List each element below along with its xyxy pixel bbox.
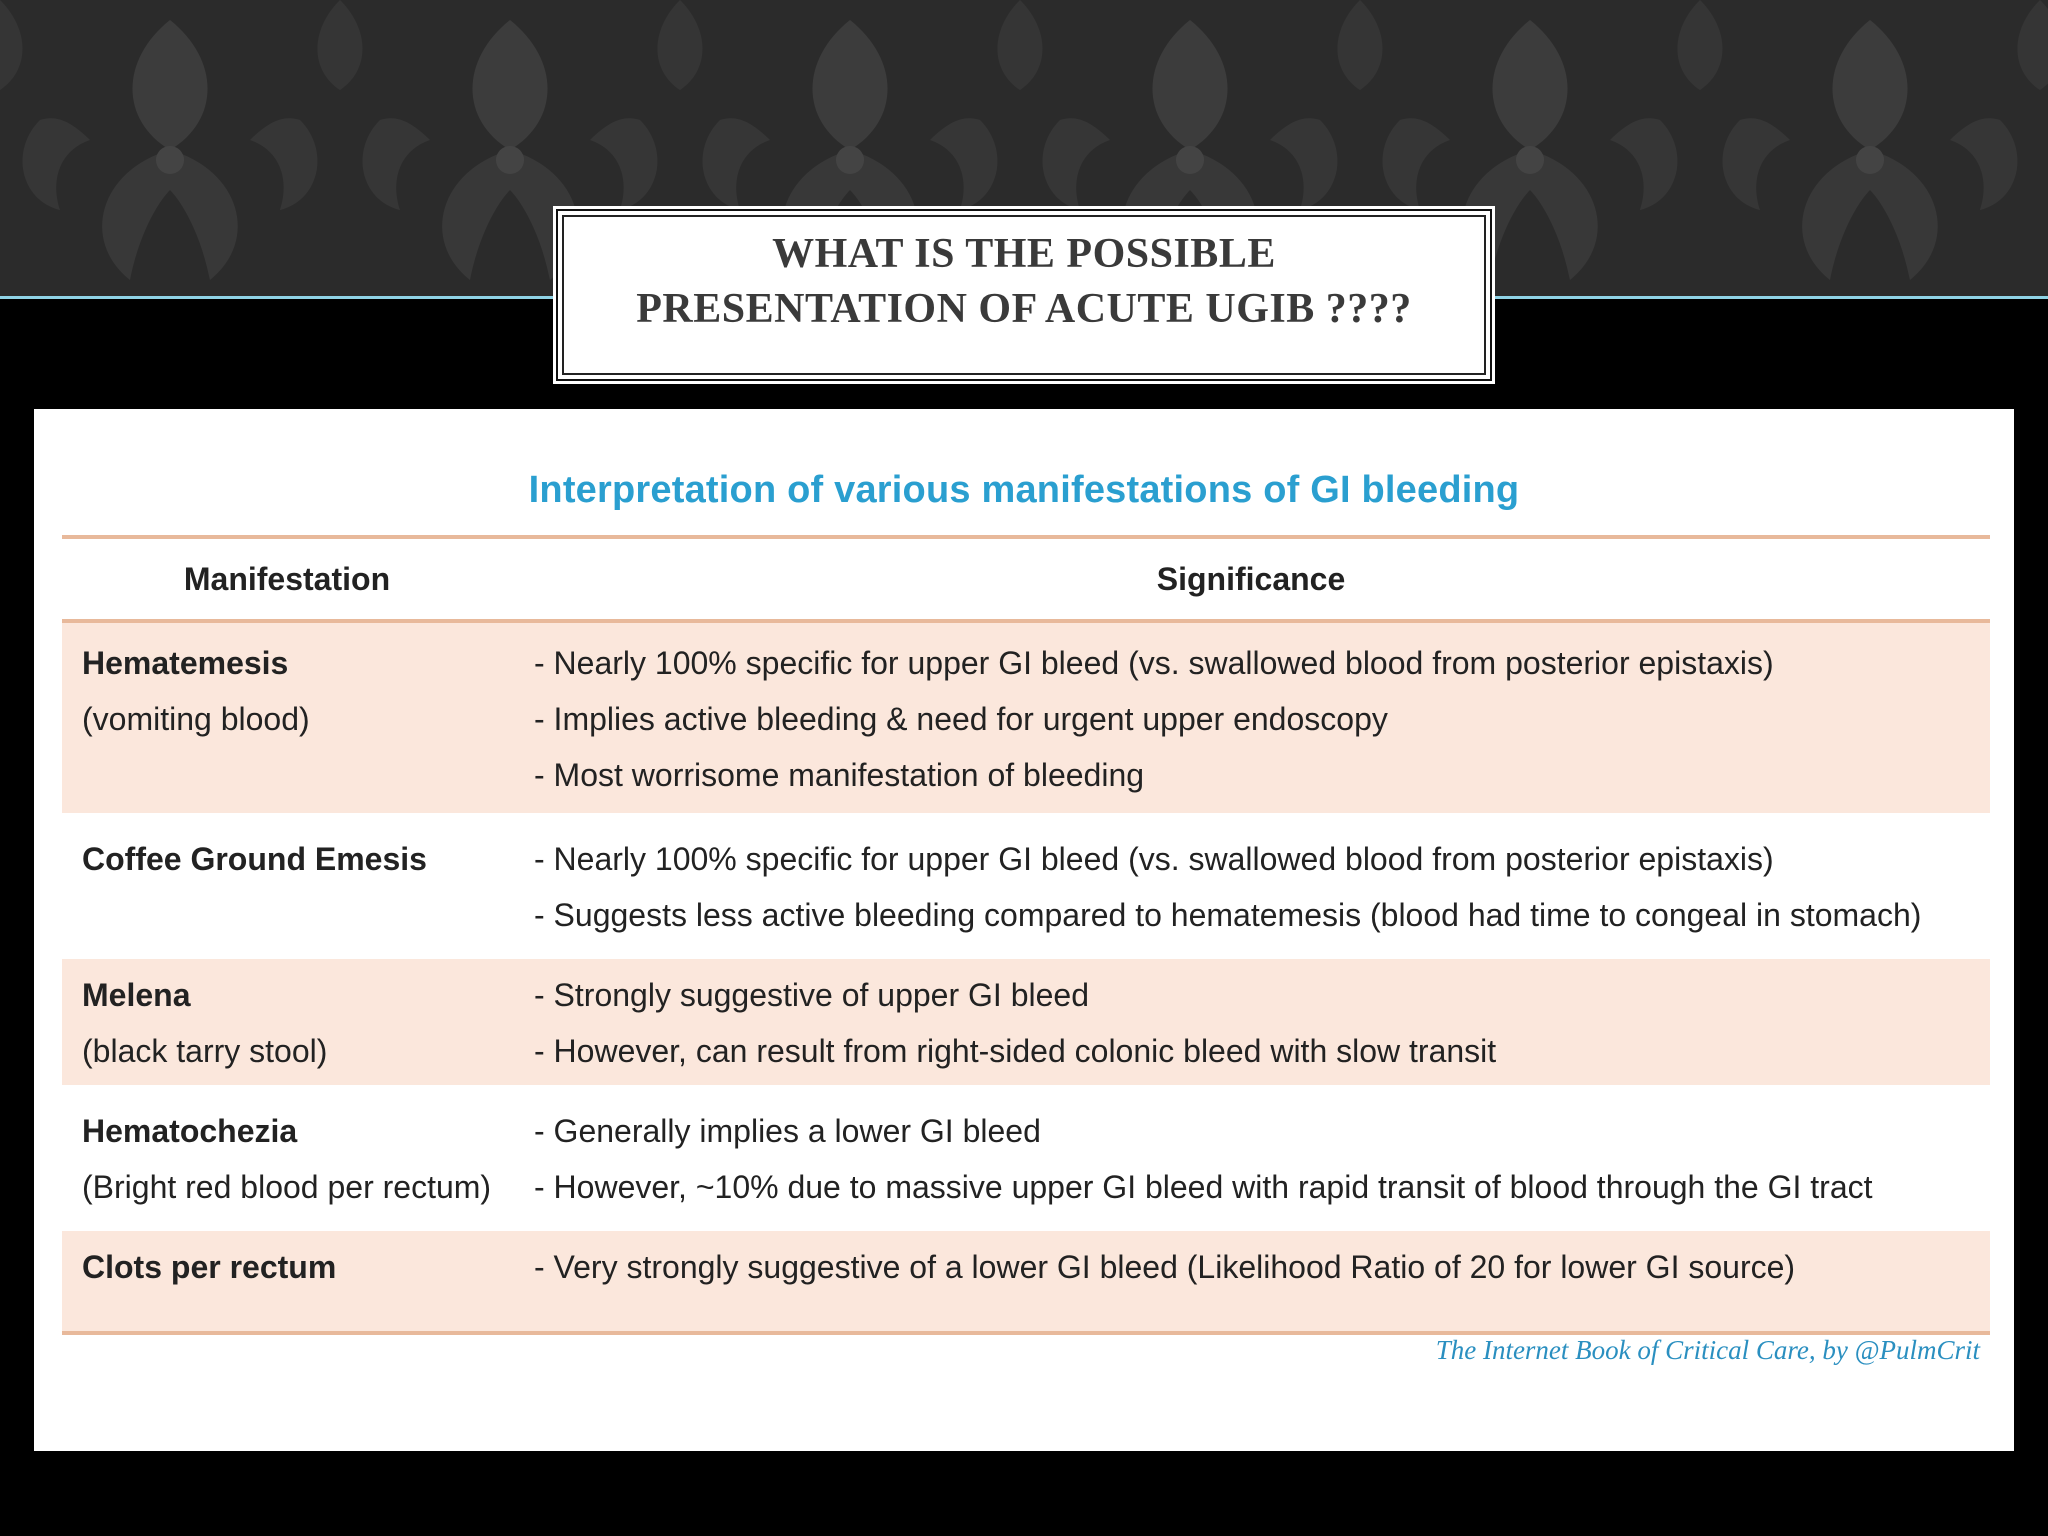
manifestation-cell: [62, 1239, 510, 1295]
slide-title-box: [556, 209, 1492, 381]
significance-line: - However, can result from right-sided colonic bleed with slow transit: [534, 1033, 1497, 1069]
significance-cell: [510, 1103, 1990, 1215]
manifestation-cell: [62, 831, 510, 943]
table-row: [62, 823, 1990, 949]
manifestation-subtitle: (Bright red blood per rectum): [82, 1169, 492, 1205]
header-significance: Significance: [1156, 560, 1346, 597]
significance-line: - Very strongly suggestive of a lower GI bleed (Likelihood Ratio of 20 for lower GI source): [534, 1249, 1796, 1285]
significance-line: - Most worrisome manifestation of bleeding: [534, 757, 1145, 793]
table-row: [62, 1231, 1990, 1331]
significance-line: - Generally implies a lower GI bleed: [534, 1113, 1041, 1149]
manifestation-name: Hematemesis: [82, 645, 289, 681]
table-header: [62, 539, 1990, 623]
manifestation-name: Clots per rectum: [82, 1249, 337, 1285]
significance-cell: [510, 967, 1990, 1079]
table-row: [62, 623, 1990, 813]
manifestations-table: [62, 535, 1990, 1335]
slide-title: WHAT IS THE POSSIBLE PRESENTATION OF ACUTE UGIB ????: [636, 231, 1412, 332]
source-credit: The Internet Book of Critical Care, by @PulmCrit: [1435, 1335, 1980, 1365]
manifestation-name: Hematochezia: [82, 1113, 298, 1149]
manifestation-name: Coffee Ground Emesis: [82, 841, 427, 877]
content-image: [34, 409, 2014, 1451]
significance-line: - However, ~10% due to massive upper GI bleed with rapid transit of blood through the GI tract: [534, 1169, 1873, 1205]
significance-line: - Nearly 100% specific for upper GI bleed (vs. swallowed blood from posterior epistaxis): [534, 645, 1774, 681]
manifestation-name: Melena: [82, 977, 191, 1013]
table-title: Interpretation of various manifestations of GI bleeding: [528, 469, 1520, 511]
manifestation-cell: [62, 1103, 510, 1215]
significance-line: - Implies active bleeding & need for urgent upper endoscopy: [534, 701, 1388, 737]
table-row: [62, 1095, 1990, 1221]
manifestation-cell: [62, 635, 510, 803]
significance-line: - Strongly suggestive of upper GI bleed: [534, 977, 1089, 1013]
significance-cell: [510, 635, 1990, 803]
header-manifestation: Manifestation: [183, 560, 391, 597]
significance-cell: [510, 831, 1990, 943]
table-row: [62, 959, 1990, 1085]
title-frame: [562, 215, 1486, 375]
significance-line: - Suggests less active bleeding compared to hematemesis (blood had time to congeal in stomach): [534, 897, 1922, 933]
manifestation-subtitle: (vomiting blood): [82, 701, 310, 737]
manifestation-subtitle: (black tarry stool): [82, 1033, 328, 1069]
footer-band: [0, 1451, 2048, 1536]
significance-cell: [510, 1239, 1990, 1295]
significance-line: - Nearly 100% specific for upper GI bleed (vs. swallowed blood from posterior epistaxis): [534, 841, 1774, 877]
manifestation-cell: [62, 967, 510, 1079]
